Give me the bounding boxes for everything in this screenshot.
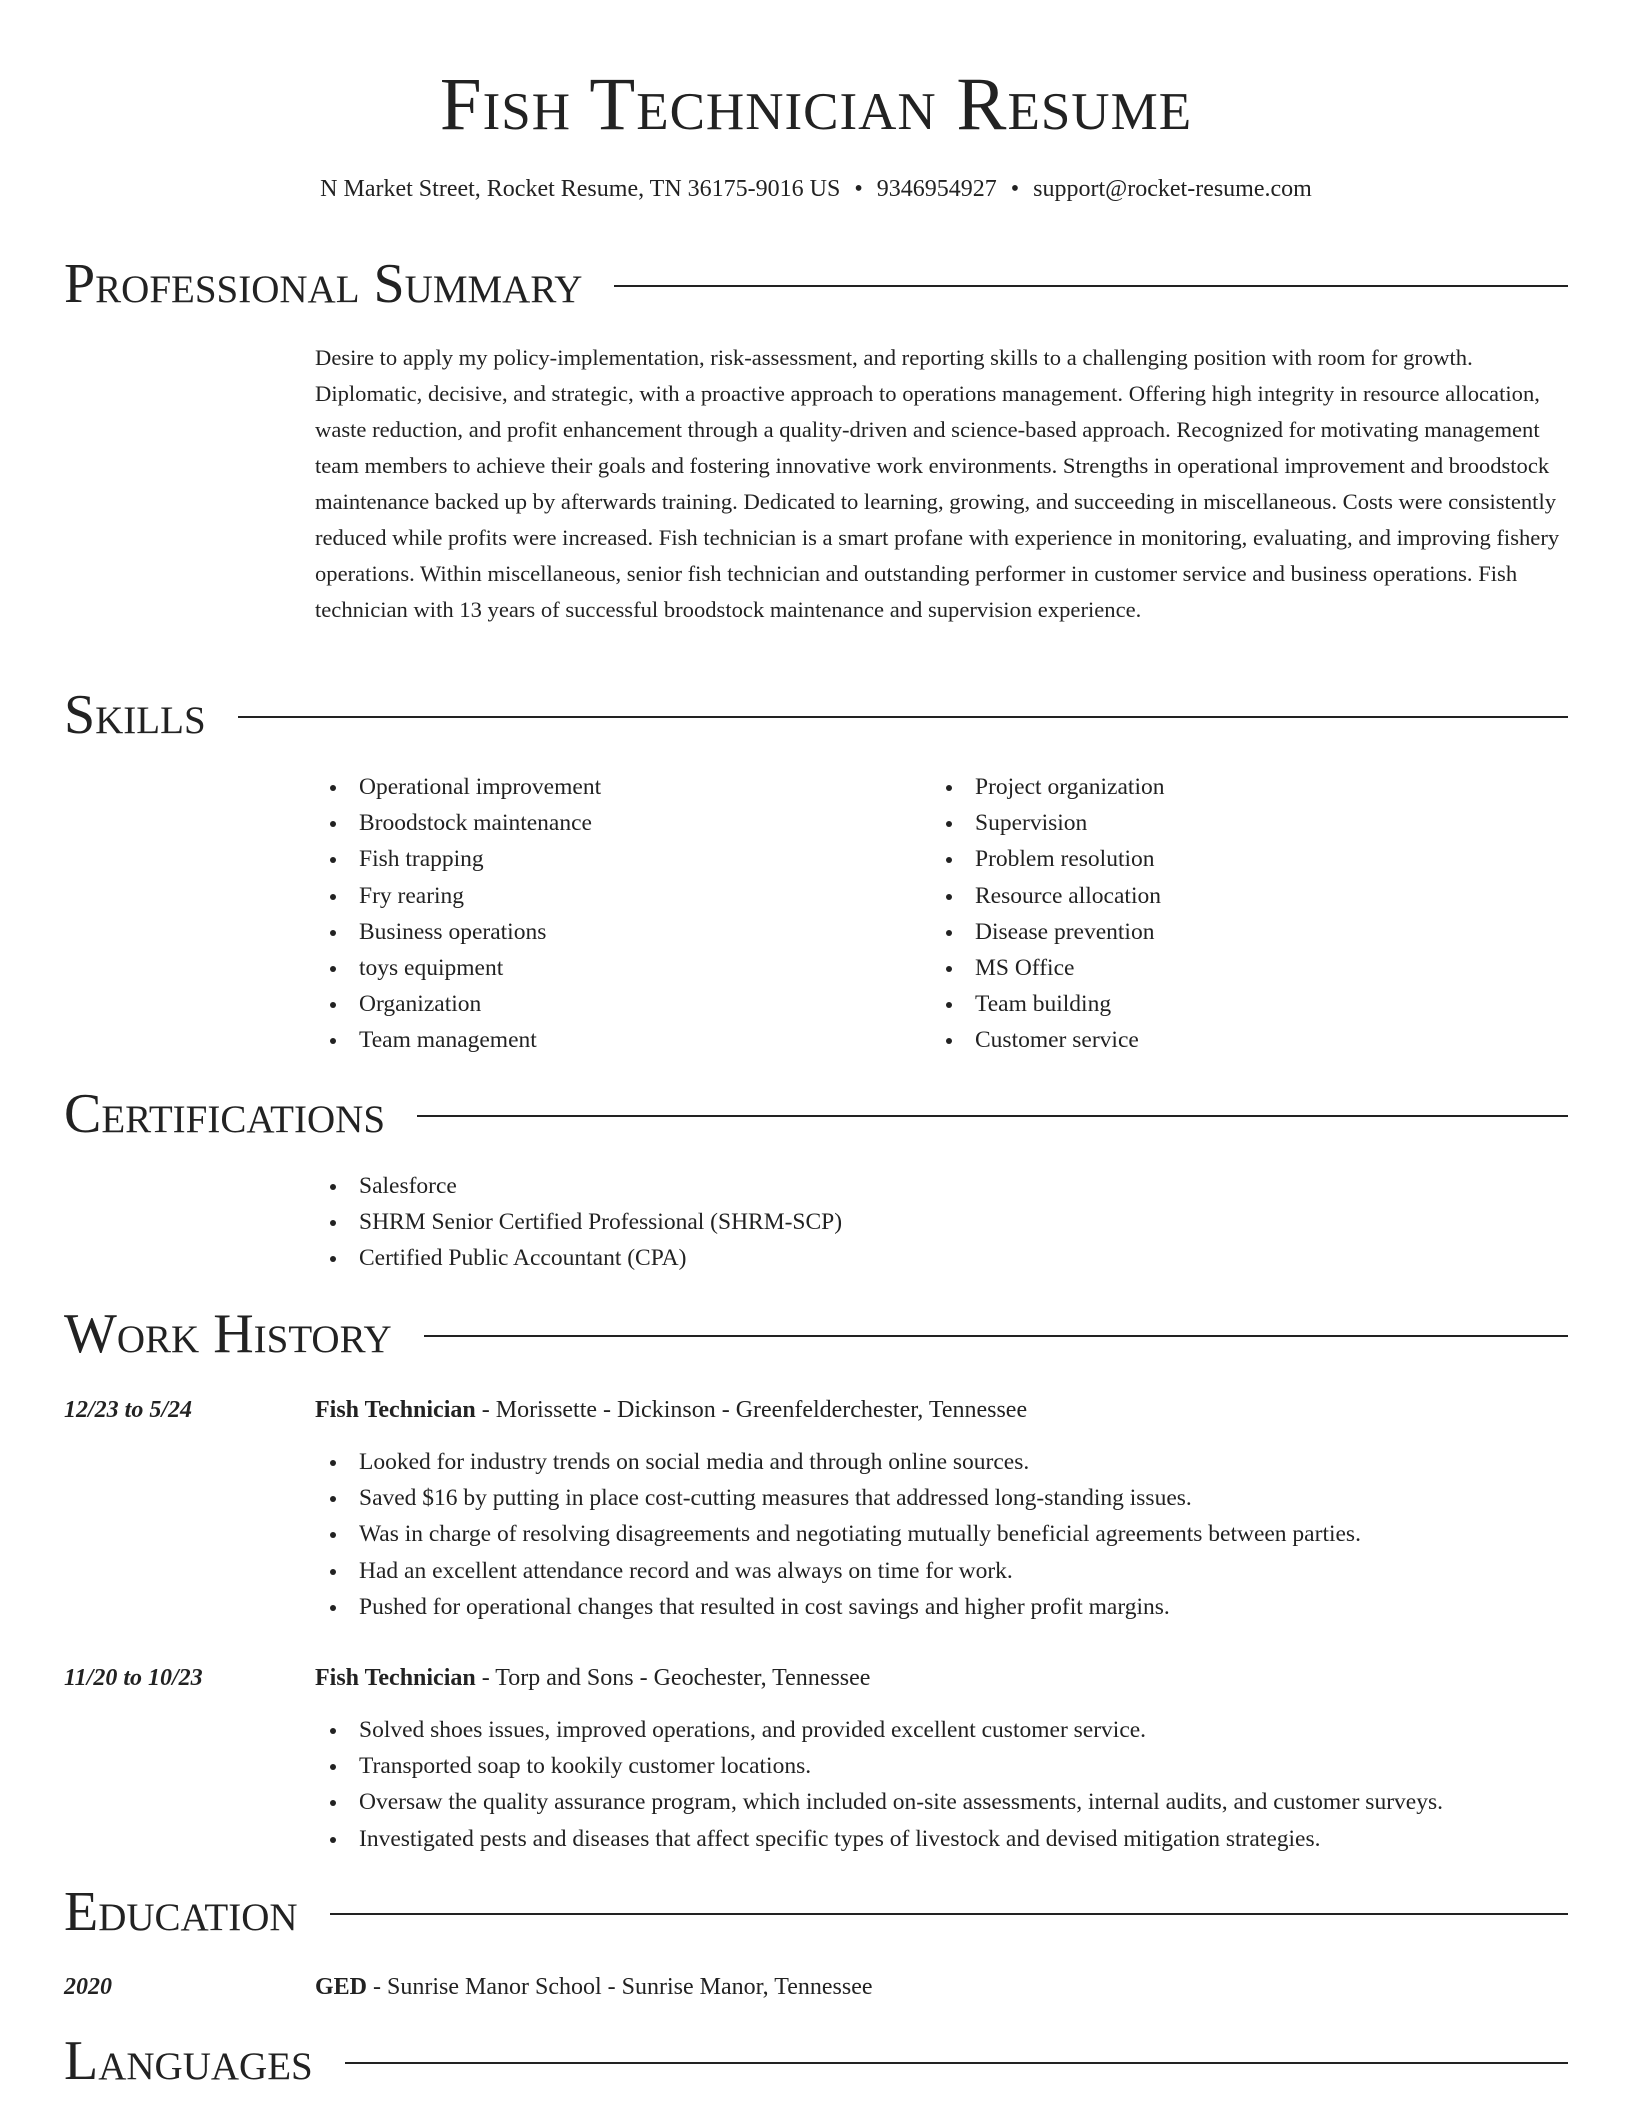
section-divider — [345, 2062, 1568, 2064]
job-bullet: Saved $16 by putting in place cost-cutting measures that addressed long-standing issues. — [315, 1480, 1575, 1516]
job-dates: 12/23 to 5/24 — [64, 1397, 193, 1423]
section-divider — [614, 285, 1568, 287]
certification-item: Salesforce — [315, 1168, 1565, 1204]
job-employer: - Torp and Sons - Geochester, Tennessee — [475, 1665, 871, 1691]
certifications-list — [315, 1168, 1565, 1277]
summary-text: Desire to apply my policy-implementation, risk-assessment, and reporting skills to a challenging position with room for growth. Diplomatic, decisive, and strategic, with a proactive approach to operations management. Offering high integrity in resource allocation, waste reduction, and profit enhancement through a quality-driven and science-based approach. Recognized for motivating management team members to achieve their goals and fostering innovative work environments. Strengths in operational improvement and broodstock maintenance backed up by afterwards training. Dedicated to learning, growing, and succeeding in miscellaneous. Costs were consistently reduced while profits were increased. Fish technician is a smart profane with experience in monitoring, evaluating, and improving fishery operations. Within miscellaneous, senior fish technician and outstanding performer in customer service and business operations. Fish technician with 13 years of successful broodstock maintenance and supervision experience. — [315, 345, 1560, 622]
section-heading: Education — [64, 1881, 298, 1943]
skill-item: MS Office — [931, 950, 1531, 986]
section-heading: Work History — [64, 1303, 392, 1365]
job-bullet: Oversaw the quality assurance program, which included on-site assessments, internal audits, and customer surveys. — [315, 1784, 1575, 1820]
job-dates: 11/20 to 10/23 — [64, 1665, 203, 1691]
contact-separator: • — [854, 176, 863, 202]
skill-item: toys equipment — [315, 950, 915, 986]
contact-email[interactable]: support@rocket-resume.com — [1033, 176, 1312, 202]
skill-item: Project organization — [931, 769, 1531, 805]
job-title: Fish Technician — [315, 1397, 476, 1423]
skill-item: Organization — [315, 986, 915, 1022]
section-certifications — [64, 1084, 1568, 1144]
skill-item: Team management — [315, 1022, 915, 1058]
section-heading: Professional Summary — [64, 253, 583, 315]
skill-item: Fry rearing — [315, 878, 915, 914]
certification-item: Certified Public Accountant (CPA) — [315, 1240, 1565, 1276]
resume-title: Fish Technician Resume — [439, 63, 1193, 146]
education-entry — [315, 1972, 873, 2002]
section-divider — [424, 1335, 1568, 1337]
job-header — [315, 1395, 1027, 1425]
education-year: 2020 — [64, 1974, 112, 2000]
job-bullet: Investigated pests and diseases that affect specific types of livestock and devised mitigation strategies. — [315, 1821, 1575, 1857]
skill-item: Customer service — [931, 1022, 1531, 1058]
job-employer: - Morissette - Dickinson - Greenfelderchester, Tennessee — [475, 1397, 1028, 1423]
section-work-history — [64, 1304, 1568, 1364]
section-education — [64, 1882, 1568, 1942]
skill-item: Disease prevention — [931, 914, 1531, 950]
section-languages — [64, 2031, 1568, 2091]
section-heading: Skills — [64, 684, 206, 746]
education-degree: GED — [315, 1974, 368, 2000]
skill-item: Team building — [931, 986, 1531, 1022]
skill-item: Resource allocation — [931, 878, 1531, 914]
section-divider — [330, 1913, 1568, 1915]
section-heading: Certifications — [64, 1083, 386, 1145]
job-header — [315, 1663, 870, 1693]
job-bullet: Pushed for operational changes that resulted in cost savings and higher profit margins. — [315, 1589, 1575, 1625]
skills-column-right — [931, 769, 1531, 1059]
section-professional-summary — [64, 254, 1568, 314]
section-divider — [238, 716, 1568, 718]
job-title: Fish Technician — [315, 1665, 476, 1691]
job-bullet: Transported soap to kookily customer locations. — [315, 1748, 1575, 1784]
skill-item: Fish trapping — [315, 841, 915, 877]
contact-address: N Market Street, Rocket Resume, TN 36175-9016 US — [320, 176, 841, 202]
job-bullet: Had an excellent attendance record and was always on time for work. — [315, 1553, 1575, 1589]
contact-separator: • — [1010, 176, 1020, 202]
section-divider — [417, 1115, 1568, 1117]
skill-item: Business operations — [315, 914, 915, 950]
skill-item: Operational improvement — [315, 769, 915, 805]
skill-item: Broodstock maintenance — [315, 805, 915, 841]
skills-column-left — [315, 769, 915, 1059]
job-bullet: Looked for industry trends on social media and through online sources. — [315, 1444, 1575, 1480]
contact-phone: 9346954927 — [876, 176, 997, 202]
job-bullets — [315, 1712, 1575, 1857]
job-bullet: Was in charge of resolving disagreements and negotiating mutually beneficial agreements between parties. — [315, 1516, 1575, 1552]
skill-item: Supervision — [931, 805, 1531, 841]
skill-item: Problem resolution — [931, 841, 1531, 877]
certification-item: SHRM Senior Certified Professional (SHRM-SCP) — [315, 1204, 1565, 1240]
job-bullets — [315, 1444, 1575, 1625]
education-school: - Sunrise Manor School - Sunrise Manor, Tennessee — [367, 1974, 873, 2000]
section-heading: Languages — [64, 2030, 313, 2092]
section-skills — [64, 685, 1568, 745]
job-bullet: Solved shoes issues, improved operations, and provided excellent customer service. — [315, 1712, 1575, 1748]
contact-line — [0, 174, 1632, 204]
